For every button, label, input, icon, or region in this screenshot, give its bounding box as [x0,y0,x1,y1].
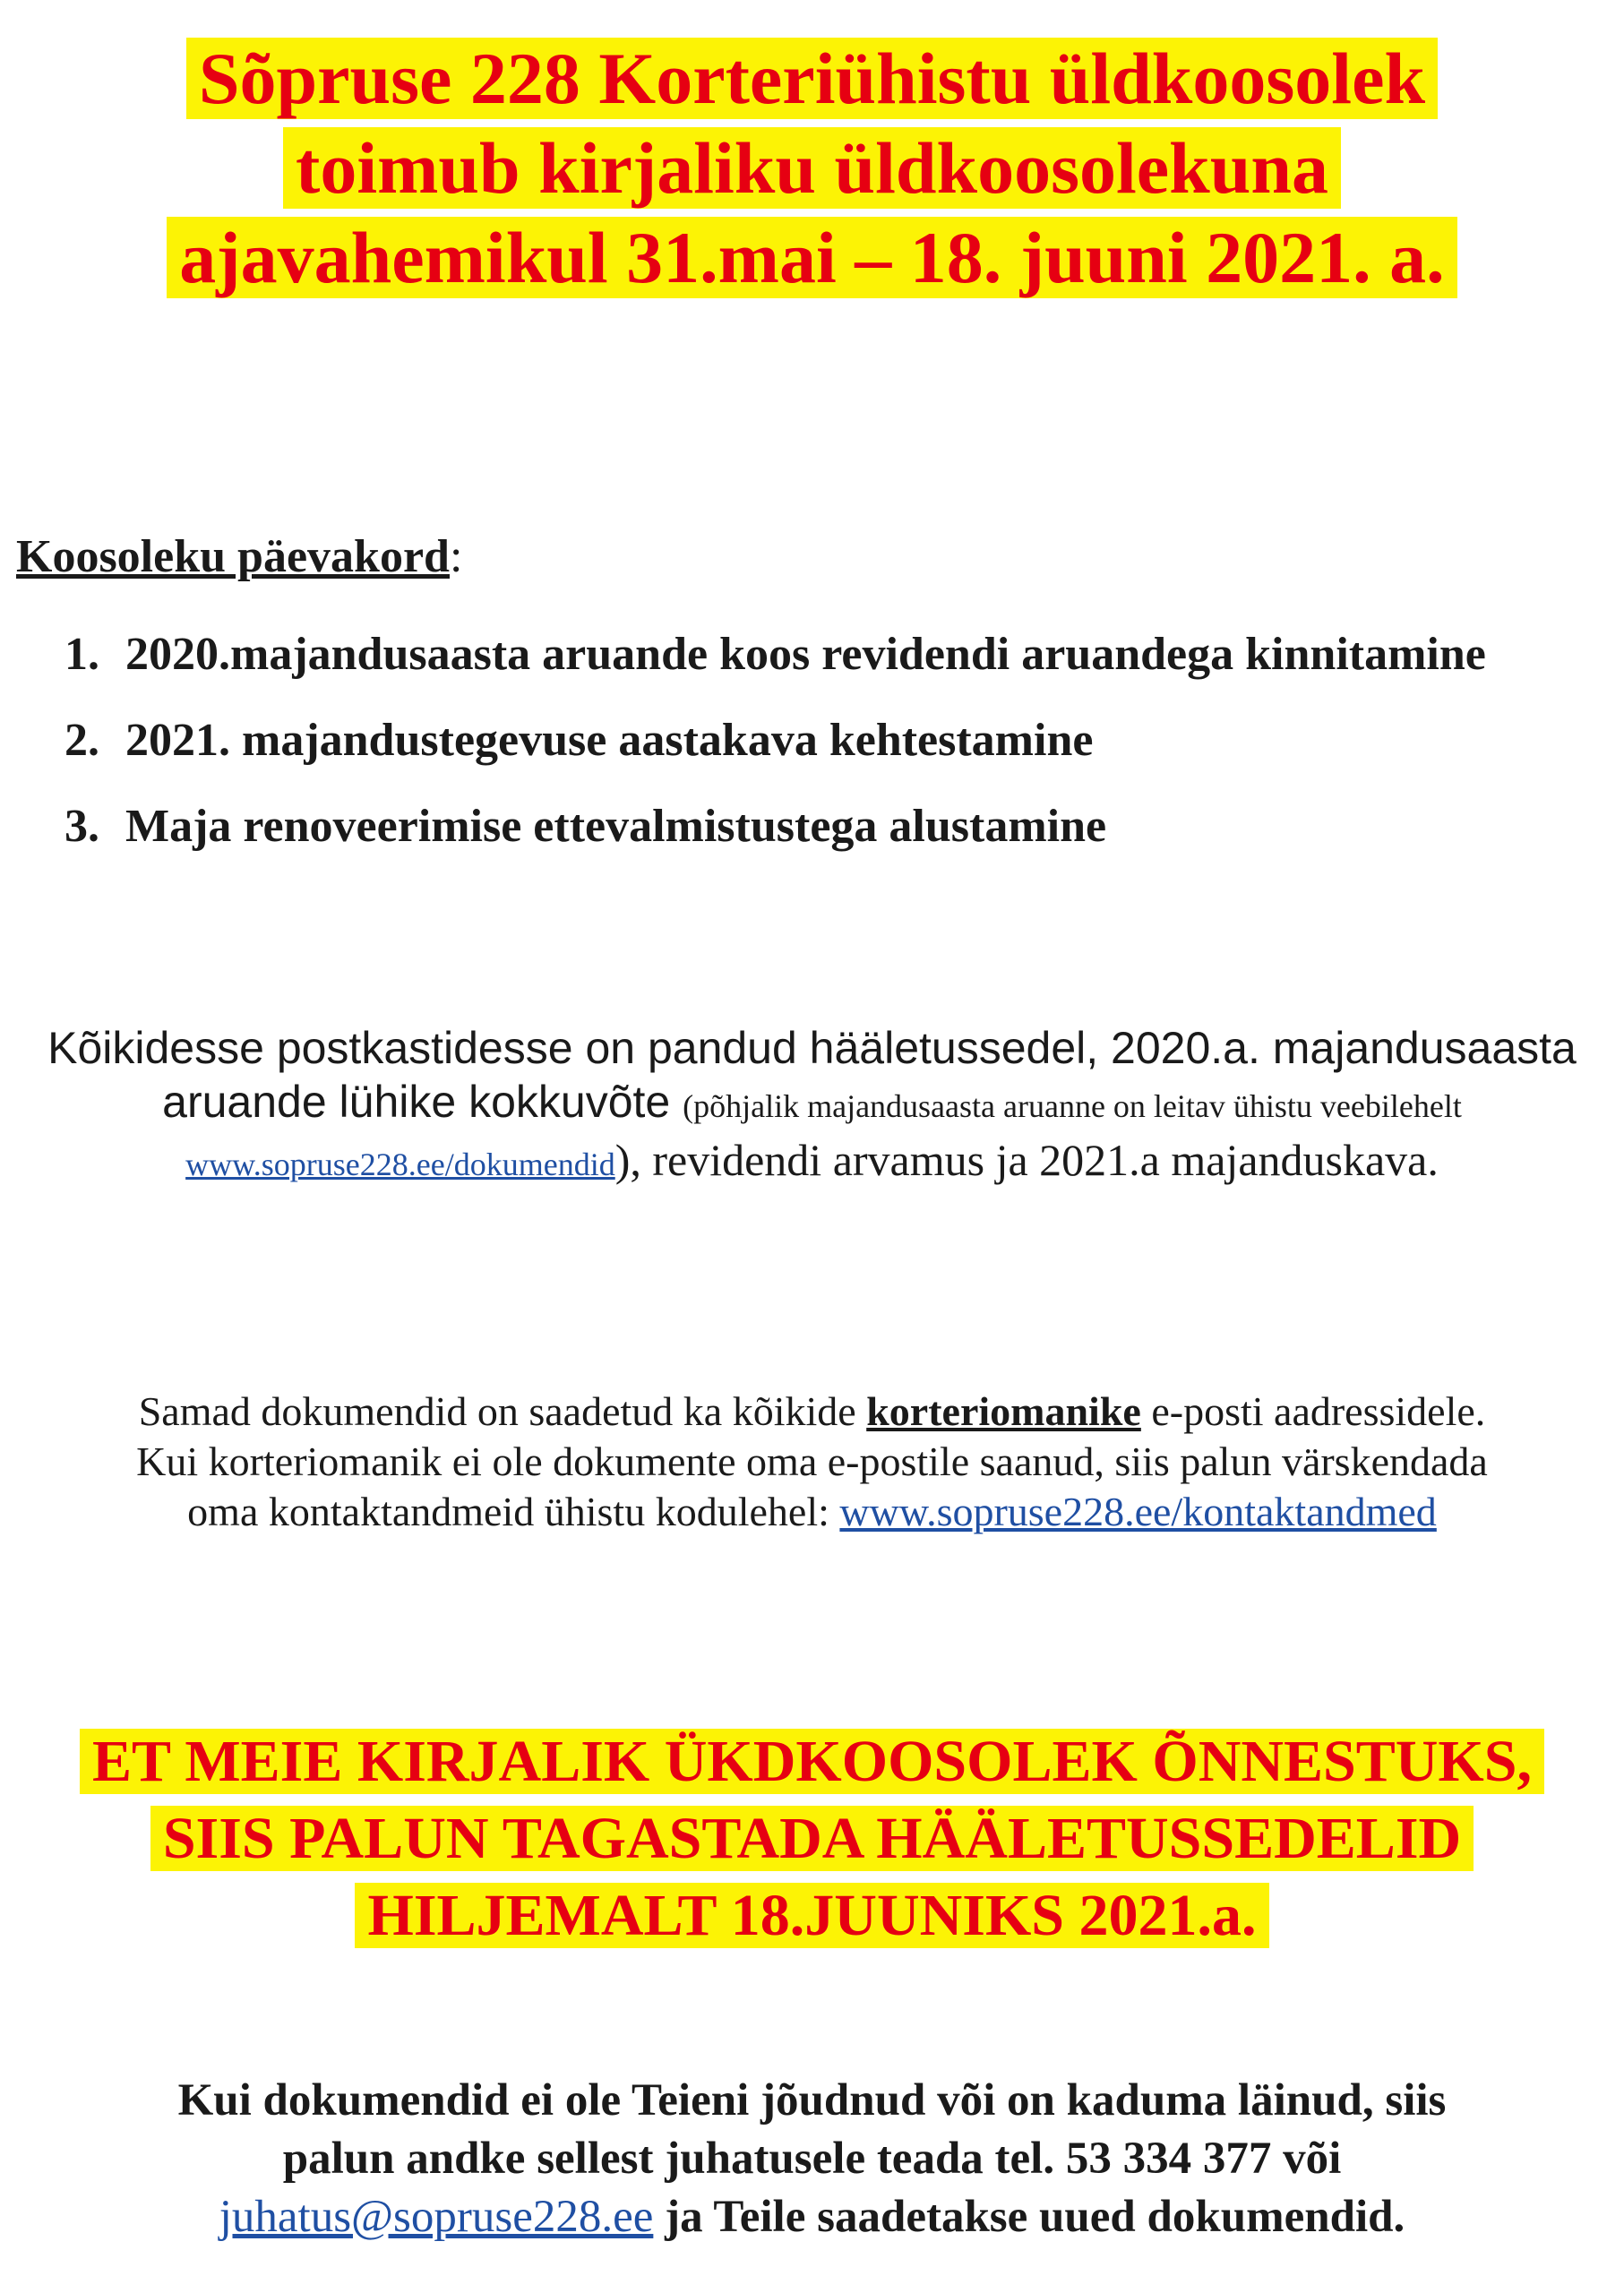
contact-line-3: ja Teile saadetakse uued dokumendid. [653,2192,1405,2242]
contact-paragraph [0,2072,1624,2246]
contact-line-2: palun andke sellest juhatusele teada tel. 53 334 377 või [282,2134,1342,2184]
documents-paragraph [0,1021,1624,1191]
agenda-item-number: 2. [64,715,99,766]
return-ballots-notice [0,1723,1624,1954]
documents-line-1: Kõikidesse postkastidesse on pandud hääletussedel, 2020.a. majandusaasta [47,1023,1577,1073]
agenda-item-number: 3. [64,801,99,852]
contact-line-1: Kui dokumendid ei ole Teieni jõudnud või on kaduma läinud, siis [177,2075,1447,2126]
agenda-item [64,627,1486,713]
warning-line-1: ET MEIE KIRJALIK ÜKDKOOSOLEK ÕNNESTUKS, [80,1729,1544,1794]
agenda-item-text: 2020.majandusaasta aruande koos revidendi aruandega kinnitamine [125,629,1486,680]
title-line-3: ajavahemikul 31.mai – 18. juuni 2021. a. [167,217,1456,298]
agenda-item-text: Maja renoveerimise ettevalmistustega alustamine [125,801,1107,852]
email-paragraph [0,1387,1624,1537]
email-line-2: Kui korteriomanik ei ole dokumente oma e-postile saanud, siis palun värskendada [136,1438,1488,1484]
email-line-1b: e-posti aadressidele. [1140,1388,1486,1434]
agenda-item [64,799,1486,885]
agenda-list [64,627,1486,885]
title-line-1: Sõpruse 228 Korteriühistu üldkoosolek [186,38,1438,119]
email-line-3: oma kontaktandmeid ühistu kodulehel: [187,1489,840,1534]
title-line-2: toimub kirjaliku üldkoosolekuna [283,127,1341,209]
email-owners-bold: korteriomanike [866,1388,1141,1434]
warning-line-2: SIIS PALUN TAGASTADA HÄÄLETUSSEDELID [150,1806,1474,1871]
contact-data-link[interactable]: www.sopruse228.ee/kontaktandmed [839,1489,1437,1534]
agenda-heading [16,530,462,583]
agenda-item [64,713,1486,799]
documents-line-3: ), revidendi arvamus ja 2021.a majanduskava. [614,1135,1439,1185]
documents-line-2: aruande lühike kokkuvõte [162,1077,671,1127]
email-line-1a: Samad dokumendid on saadetud ka kõikide [138,1388,867,1434]
warning-line-3: HILJEMALT 18.JUUNIKS 2021.a. [355,1883,1268,1948]
documents-note: (põhjalik majandusaasta aruanne on leitav ühistu veebilehelt [683,1088,1462,1124]
agenda-item-number: 1. [64,629,99,680]
documents-link[interactable]: www.sopruse228.ee/dokumendid [185,1146,615,1182]
notice-title [0,34,1624,303]
agenda-item-text: 2021. majandustegevuse aastakava kehtestamine [125,715,1094,766]
board-email-link[interactable]: juhatus@sopruse228.ee [219,2192,654,2242]
agenda-heading-colon: : [449,531,463,582]
agenda-heading-text: Koosoleku päevakord [16,531,450,582]
